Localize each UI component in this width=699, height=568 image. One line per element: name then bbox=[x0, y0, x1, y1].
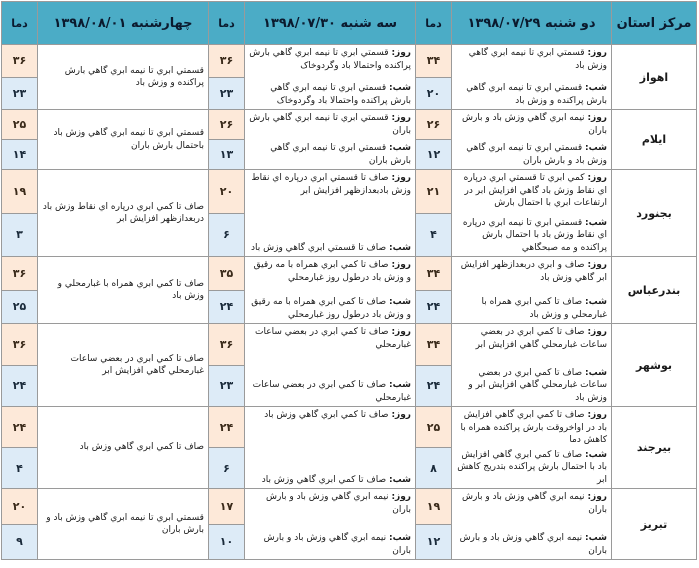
day3-min-temp: ۲۵ bbox=[2, 290, 37, 324]
day3-max-temp: ۲۰ bbox=[2, 489, 37, 524]
day-label: روز: bbox=[587, 173, 607, 183]
day3-min-temp: ۳ bbox=[2, 213, 37, 257]
day3-temp-cell bbox=[2, 324, 38, 407]
day2-night-text bbox=[248, 82, 411, 107]
day3-temp bbox=[2, 257, 37, 323]
night-label: شب: bbox=[585, 367, 607, 378]
day1-day-desc: صاف تا كمي ابري در بعضي ساعات غبارمحلي گاهي افزايش ابر bbox=[475, 327, 607, 350]
day2-desc bbox=[245, 257, 415, 323]
day2-temp bbox=[209, 489, 244, 559]
day1-night-desc: قسمتي ابري تا نيمه ابري درپاره اي نقاط وزش باد با احتمال بارش پراكنده و مه صبحگاهي bbox=[462, 217, 607, 253]
day-label: روز: bbox=[587, 260, 607, 270]
day3-desc: قسمتي ابري تا نيمه ابري گاهي وزش باد باحتمال بارش باران bbox=[53, 128, 204, 151]
day2-night-text bbox=[248, 142, 411, 167]
day3-desc-cell bbox=[38, 170, 209, 257]
day3-temp bbox=[2, 45, 37, 109]
day2-max-temp: ۳۶ bbox=[209, 45, 244, 77]
day2-desc-cell bbox=[245, 257, 416, 324]
day2-max-temp: ۲۴ bbox=[209, 407, 244, 447]
day1-desc-cell bbox=[452, 110, 612, 170]
day1-desc bbox=[452, 170, 611, 256]
day3-temp-cell bbox=[2, 407, 38, 489]
day1-temp bbox=[416, 170, 451, 256]
day1-desc-cell bbox=[452, 407, 612, 489]
night-label: شب: bbox=[389, 474, 411, 485]
day2-temp bbox=[209, 110, 244, 169]
day2-max-temp: ۲۶ bbox=[209, 110, 244, 139]
day3-min-temp: ۱۴ bbox=[2, 139, 37, 169]
day2-night-text bbox=[248, 379, 411, 404]
day2-temp-cell bbox=[209, 489, 245, 560]
day2-min-temp: ۲۴ bbox=[209, 290, 244, 324]
day3-temp bbox=[2, 110, 37, 169]
day1-min-temp: ۲۴ bbox=[416, 290, 451, 324]
night-label: شب: bbox=[585, 217, 607, 228]
table-row bbox=[2, 257, 697, 324]
day1-max-temp: ۳۴ bbox=[416, 257, 451, 290]
day1-night-desc: صاف تا كمي ابري در بعضي ساعات غبارمحلي گاهي افزايش ابر و وزش باد bbox=[468, 367, 607, 403]
day1-day-text bbox=[455, 47, 607, 72]
day2-min-temp: ۱۳ bbox=[209, 139, 244, 169]
day3-min-temp: ۹ bbox=[2, 524, 37, 560]
day2-temp-cell bbox=[209, 324, 245, 407]
day1-night-desc: صاف تا كمي ابري گاهي افزايش باد با احتمال بارش پراكنده بتدريج كاهش ابر bbox=[457, 449, 607, 485]
day-label: روز: bbox=[587, 410, 607, 420]
table-row bbox=[2, 45, 697, 110]
day3-max-temp: ۲۵ bbox=[2, 110, 37, 139]
day1-day-text bbox=[455, 326, 607, 351]
day2-night-desc: صاف تا كمي ابري گاهي وزش باد bbox=[261, 474, 387, 485]
table-row bbox=[2, 170, 697, 257]
day2-temp-cell bbox=[209, 257, 245, 324]
day3-max-temp: ۱۹ bbox=[2, 170, 37, 213]
day3-temp bbox=[2, 407, 37, 488]
day1-max-temp: ۳۴ bbox=[416, 45, 451, 77]
night-label: شب: bbox=[389, 380, 411, 390]
day1-desc-cell bbox=[452, 45, 612, 110]
night-label: شب: bbox=[389, 533, 411, 543]
day2-day-text bbox=[248, 491, 411, 516]
day2-desc-cell bbox=[245, 45, 416, 110]
day2-night-desc: صاف تا قسمتي ابري گاهي وزش باد bbox=[251, 242, 387, 253]
day1-night-text bbox=[455, 82, 607, 107]
day2-night-desc: قسمتي ابري تا نيمه ابري گاهي بارش پراكنده واحتمالا باد وگردوخاک bbox=[270, 83, 411, 106]
forecast-body bbox=[2, 45, 697, 560]
day1-night-desc: قسمتي ابري تا نيمه ابري گاهي بارش پراكنده و وزش باد bbox=[466, 83, 607, 106]
day2-max-temp: ۱۷ bbox=[209, 489, 244, 524]
header-day1: دو شنبه ۱۳۹۸/۰۷/۲۹ bbox=[452, 2, 612, 45]
day2-day-desc: قسمتي ابري تا نيمه ابري گاهي بارش پراكنده واحتمالا باد وگردوخاک bbox=[249, 48, 411, 71]
day2-day-desc: صاف تا كمي ابري در بعضي ساعات غبارمحلي bbox=[255, 327, 411, 350]
day3-desc-cell bbox=[38, 257, 209, 324]
day3-desc-cell bbox=[38, 489, 209, 560]
day2-temp bbox=[209, 170, 244, 256]
day3-temp-cell bbox=[2, 257, 38, 324]
day2-day-desc: صاف تا قسمتي ابري درپاره اي نقاط وزش بادبعدازظهر افزايش ابر bbox=[251, 173, 411, 196]
day-label: روز: bbox=[391, 113, 411, 123]
day2-day-text bbox=[248, 47, 411, 72]
night-label: شب: bbox=[585, 143, 607, 153]
day2-night-desc: نيمه ابري گاهي وزش باد و بارش باران bbox=[263, 533, 411, 556]
province-name: بوشهر bbox=[612, 324, 697, 407]
day3-min-temp: ۲۳ bbox=[2, 77, 37, 110]
night-label: شب: bbox=[389, 297, 411, 307]
day1-day-text bbox=[455, 112, 607, 137]
day2-temp bbox=[209, 324, 244, 406]
day3-desc-cell bbox=[38, 324, 209, 407]
day3-desc-cell bbox=[38, 45, 209, 110]
day1-night-text bbox=[455, 296, 607, 321]
header-province: مرکز استان bbox=[612, 2, 697, 45]
day2-min-temp: ۶ bbox=[209, 213, 244, 257]
day1-night-desc: نيمه ابري گاهي وزش باد و بارش باران bbox=[459, 533, 607, 556]
day2-temp bbox=[209, 407, 244, 488]
day2-min-temp: ۶ bbox=[209, 447, 244, 488]
day1-max-temp: ۳۴ bbox=[416, 324, 451, 365]
day1-day-desc: صاف تا كمي ابري گاهي افزايش باد در اواخروقت بارش پراكنده همراه با كاهش دما bbox=[460, 410, 607, 445]
day1-max-temp: ۱۹ bbox=[416, 489, 451, 524]
day3-desc: قسمتي ابري تا نيمه ابري گاهي بارش پراكنده و وزش باد bbox=[64, 65, 204, 88]
day-label: روز: bbox=[587, 113, 607, 123]
day1-day-desc: قسمتي ابري تا نيمه ابري گاهي وزش باد bbox=[468, 48, 607, 71]
day3-desc-cell bbox=[38, 407, 209, 489]
day1-desc-cell bbox=[452, 489, 612, 560]
day1-temp bbox=[416, 45, 451, 109]
day2-desc bbox=[245, 407, 415, 488]
day2-desc-cell bbox=[245, 407, 416, 489]
day2-day-desc: صاف تا كمي ابري همراه با مه رقيق و وزش باد درطول روز غبارمحلي bbox=[253, 260, 411, 283]
night-label: شب: bbox=[389, 242, 411, 253]
day1-temp-cell bbox=[416, 110, 452, 170]
table-row bbox=[2, 324, 697, 407]
day2-night-desc: قسمتي ابري تا نيمه ابري گاهي بارش باران bbox=[270, 143, 411, 166]
day1-day-desc: نيمه ابري گاهي وزش باد و بارش باران bbox=[461, 113, 607, 136]
day2-temp bbox=[209, 45, 244, 109]
day2-desc-cell bbox=[245, 489, 416, 560]
day3-desc: صاف تا كمي ابري در بعضي ساعات غبارمحلي گاهي افزايش ابر bbox=[70, 353, 204, 376]
day1-desc bbox=[452, 257, 611, 323]
header-day3: چهارشنبه ۱۳۹۸/۰۸/۰۱ bbox=[38, 2, 209, 45]
province-name: ايلام bbox=[612, 110, 697, 170]
day1-temp-cell bbox=[416, 170, 452, 257]
day-label: روز: bbox=[587, 327, 607, 337]
day1-temp-cell bbox=[416, 257, 452, 324]
day1-desc-cell bbox=[452, 257, 612, 324]
day1-temp bbox=[416, 324, 451, 406]
day3-max-temp: ۳۶ bbox=[2, 45, 37, 77]
day2-max-temp: ۳۵ bbox=[209, 257, 244, 290]
day2-temp bbox=[209, 257, 244, 323]
day1-desc bbox=[452, 489, 611, 559]
day1-night-desc: صاف تا كمي ابري همراه با غبارمحلي و وزش باد bbox=[481, 297, 607, 320]
day2-temp-cell bbox=[209, 170, 245, 257]
day2-max-temp: ۲۰ bbox=[209, 170, 244, 213]
day1-night-text bbox=[455, 142, 607, 167]
night-label: شب: bbox=[585, 297, 607, 307]
day-label: روز: bbox=[391, 327, 411, 337]
day2-desc bbox=[245, 489, 415, 559]
day-label: روز: bbox=[391, 48, 411, 58]
day2-day-text bbox=[248, 259, 411, 284]
night-label: شب: bbox=[389, 143, 411, 153]
day1-desc-cell bbox=[452, 170, 612, 257]
day1-day-desc: نيمه ابري گاهي وزش باد و بارش باران bbox=[461, 492, 607, 515]
day1-day-text bbox=[455, 259, 607, 284]
day1-min-temp: ۴ bbox=[416, 213, 451, 257]
day1-min-temp: ۲۰ bbox=[416, 77, 451, 110]
day1-temp-cell bbox=[416, 45, 452, 110]
day1-min-temp: ۸ bbox=[416, 447, 451, 488]
province-name: بندرعباس bbox=[612, 257, 697, 324]
day-label: روز: bbox=[587, 492, 607, 502]
day3-temp bbox=[2, 324, 37, 406]
night-label: شب: bbox=[585, 83, 607, 93]
day1-temp bbox=[416, 257, 451, 323]
day1-temp-cell bbox=[416, 324, 452, 407]
day2-day-text bbox=[248, 172, 411, 197]
night-label: شب: bbox=[389, 83, 411, 93]
table-row bbox=[2, 489, 697, 560]
day1-night-text bbox=[455, 532, 607, 557]
day3-min-temp: ۴ bbox=[2, 447, 37, 488]
day1-night-text bbox=[455, 367, 607, 405]
day3-min-temp: ۲۴ bbox=[2, 365, 37, 407]
day2-day-text bbox=[248, 409, 411, 422]
day3-temp bbox=[2, 489, 37, 559]
forecast-table bbox=[1, 1, 697, 560]
day1-day-text bbox=[455, 491, 607, 516]
province-name: بيرجند bbox=[612, 407, 697, 489]
day2-desc-cell bbox=[245, 170, 416, 257]
day3-desc: صاف تا كمي ابري درپاره اي نقاط وزش باد دربعدازظهر افزايش ابر bbox=[42, 201, 204, 224]
header-row bbox=[2, 2, 697, 45]
day1-day-text bbox=[455, 409, 607, 447]
day1-min-temp: ۲۴ bbox=[416, 365, 451, 407]
day3-desc: صاف تا كمي ابري گاهي وزش باد bbox=[79, 442, 204, 453]
day2-night-text bbox=[248, 532, 411, 557]
day2-min-temp: ۲۳ bbox=[209, 77, 244, 110]
day3-temp bbox=[2, 170, 37, 256]
day1-day-desc: صاف و ابري دربعدازظهر افزايش ابر گاهي وزش باد bbox=[460, 260, 607, 283]
header-day2: سه شنبه ۱۳۹۸/۰۷/۳۰ bbox=[245, 2, 416, 45]
night-label: شب: bbox=[585, 533, 607, 543]
day2-temp-cell bbox=[209, 110, 245, 170]
day2-night-text bbox=[248, 474, 411, 487]
day1-night-text bbox=[455, 449, 607, 487]
day1-day-text bbox=[455, 172, 607, 210]
day1-desc-cell bbox=[452, 324, 612, 407]
header-temp2: دما bbox=[209, 2, 245, 45]
table-row bbox=[2, 110, 697, 170]
day3-max-temp: ۳۶ bbox=[2, 257, 37, 290]
day-label: روز: bbox=[391, 492, 411, 502]
day1-max-temp: ۲۱ bbox=[416, 170, 451, 213]
day2-desc bbox=[245, 45, 415, 109]
day1-max-temp: ۲۵ bbox=[416, 407, 451, 447]
day1-max-temp: ۲۶ bbox=[416, 110, 451, 139]
day2-day-text bbox=[248, 326, 411, 351]
header-temp1: دما bbox=[416, 2, 452, 45]
day2-night-text bbox=[248, 296, 411, 321]
day3-temp-cell bbox=[2, 170, 38, 257]
day1-night-text bbox=[455, 217, 607, 255]
day1-night-desc: قسمتي ابري تا نيمه ابري گاهي وزش باد و بارش باران bbox=[466, 143, 607, 166]
day2-day-text bbox=[248, 112, 411, 137]
day1-desc bbox=[452, 324, 611, 406]
day2-day-desc: نيمه ابري گاهي وزش باد و بارش باران bbox=[265, 492, 411, 515]
day2-day-desc: صاف تا كمي ابري گاهي وزش باد bbox=[264, 410, 389, 420]
day1-min-temp: ۱۲ bbox=[416, 524, 451, 560]
day2-night-desc: صاف تا كمي ابري همراه با مه رقيق و وزش باد درطول روز غبارمحلي bbox=[251, 297, 411, 320]
day1-temp bbox=[416, 407, 451, 488]
day3-temp-cell bbox=[2, 489, 38, 560]
day1-temp-cell bbox=[416, 489, 452, 560]
header-temp3: دما bbox=[2, 2, 38, 45]
day2-desc-cell bbox=[245, 324, 416, 407]
day3-desc: قسمتي ابري تا نيمه ابري گاهي وزش باد و بارش باران bbox=[46, 512, 204, 535]
day2-desc bbox=[245, 110, 415, 169]
day1-desc bbox=[452, 110, 611, 169]
day3-desc-cell bbox=[38, 110, 209, 170]
day3-temp-cell bbox=[2, 110, 38, 170]
day-label: روز: bbox=[587, 48, 607, 58]
day2-min-temp: ۲۳ bbox=[209, 365, 244, 407]
province-name: بجنورد bbox=[612, 170, 697, 257]
day-label: روز: bbox=[391, 410, 411, 420]
day3-max-temp: ۳۶ bbox=[2, 324, 37, 365]
day-label: روز: bbox=[391, 173, 411, 183]
day2-max-temp: ۳۶ bbox=[209, 324, 244, 365]
day2-temp-cell bbox=[209, 45, 245, 110]
province-name: اهواز bbox=[612, 45, 697, 110]
day1-temp bbox=[416, 489, 451, 559]
province-name: تبريز bbox=[612, 489, 697, 560]
day1-desc bbox=[452, 45, 611, 109]
day2-night-text bbox=[248, 242, 411, 255]
day3-temp-cell bbox=[2, 45, 38, 110]
day1-min-temp: ۱۲ bbox=[416, 139, 451, 169]
day2-night-desc: صاف تا كمي ابري در بعضي ساعات غبارمحلي bbox=[252, 380, 411, 403]
day1-temp-cell bbox=[416, 407, 452, 489]
day-label: روز: bbox=[391, 260, 411, 270]
day3-desc: صاف تا كمي ابري همراه با غبارمحلي و وزش باد bbox=[57, 278, 204, 301]
day2-temp-cell bbox=[209, 407, 245, 489]
day2-desc bbox=[245, 170, 415, 256]
day2-day-desc: قسمتي ابري تا نيمه ابري گاهي بارش باران bbox=[249, 113, 411, 136]
night-label: شب: bbox=[585, 449, 607, 460]
day1-temp bbox=[416, 110, 451, 169]
day2-min-temp: ۱۰ bbox=[209, 524, 244, 560]
day1-desc bbox=[452, 407, 611, 488]
day3-max-temp: ۲۴ bbox=[2, 407, 37, 447]
day1-day-desc: كمي ابري تا قسمتي ابري درپاره اي نقاط وزش باد گاهي افزايش ابر در ارتفاعات ابري با احتمال بارش bbox=[463, 173, 607, 208]
day2-desc bbox=[245, 324, 415, 406]
table-row bbox=[2, 407, 697, 489]
day2-desc-cell bbox=[245, 110, 416, 170]
